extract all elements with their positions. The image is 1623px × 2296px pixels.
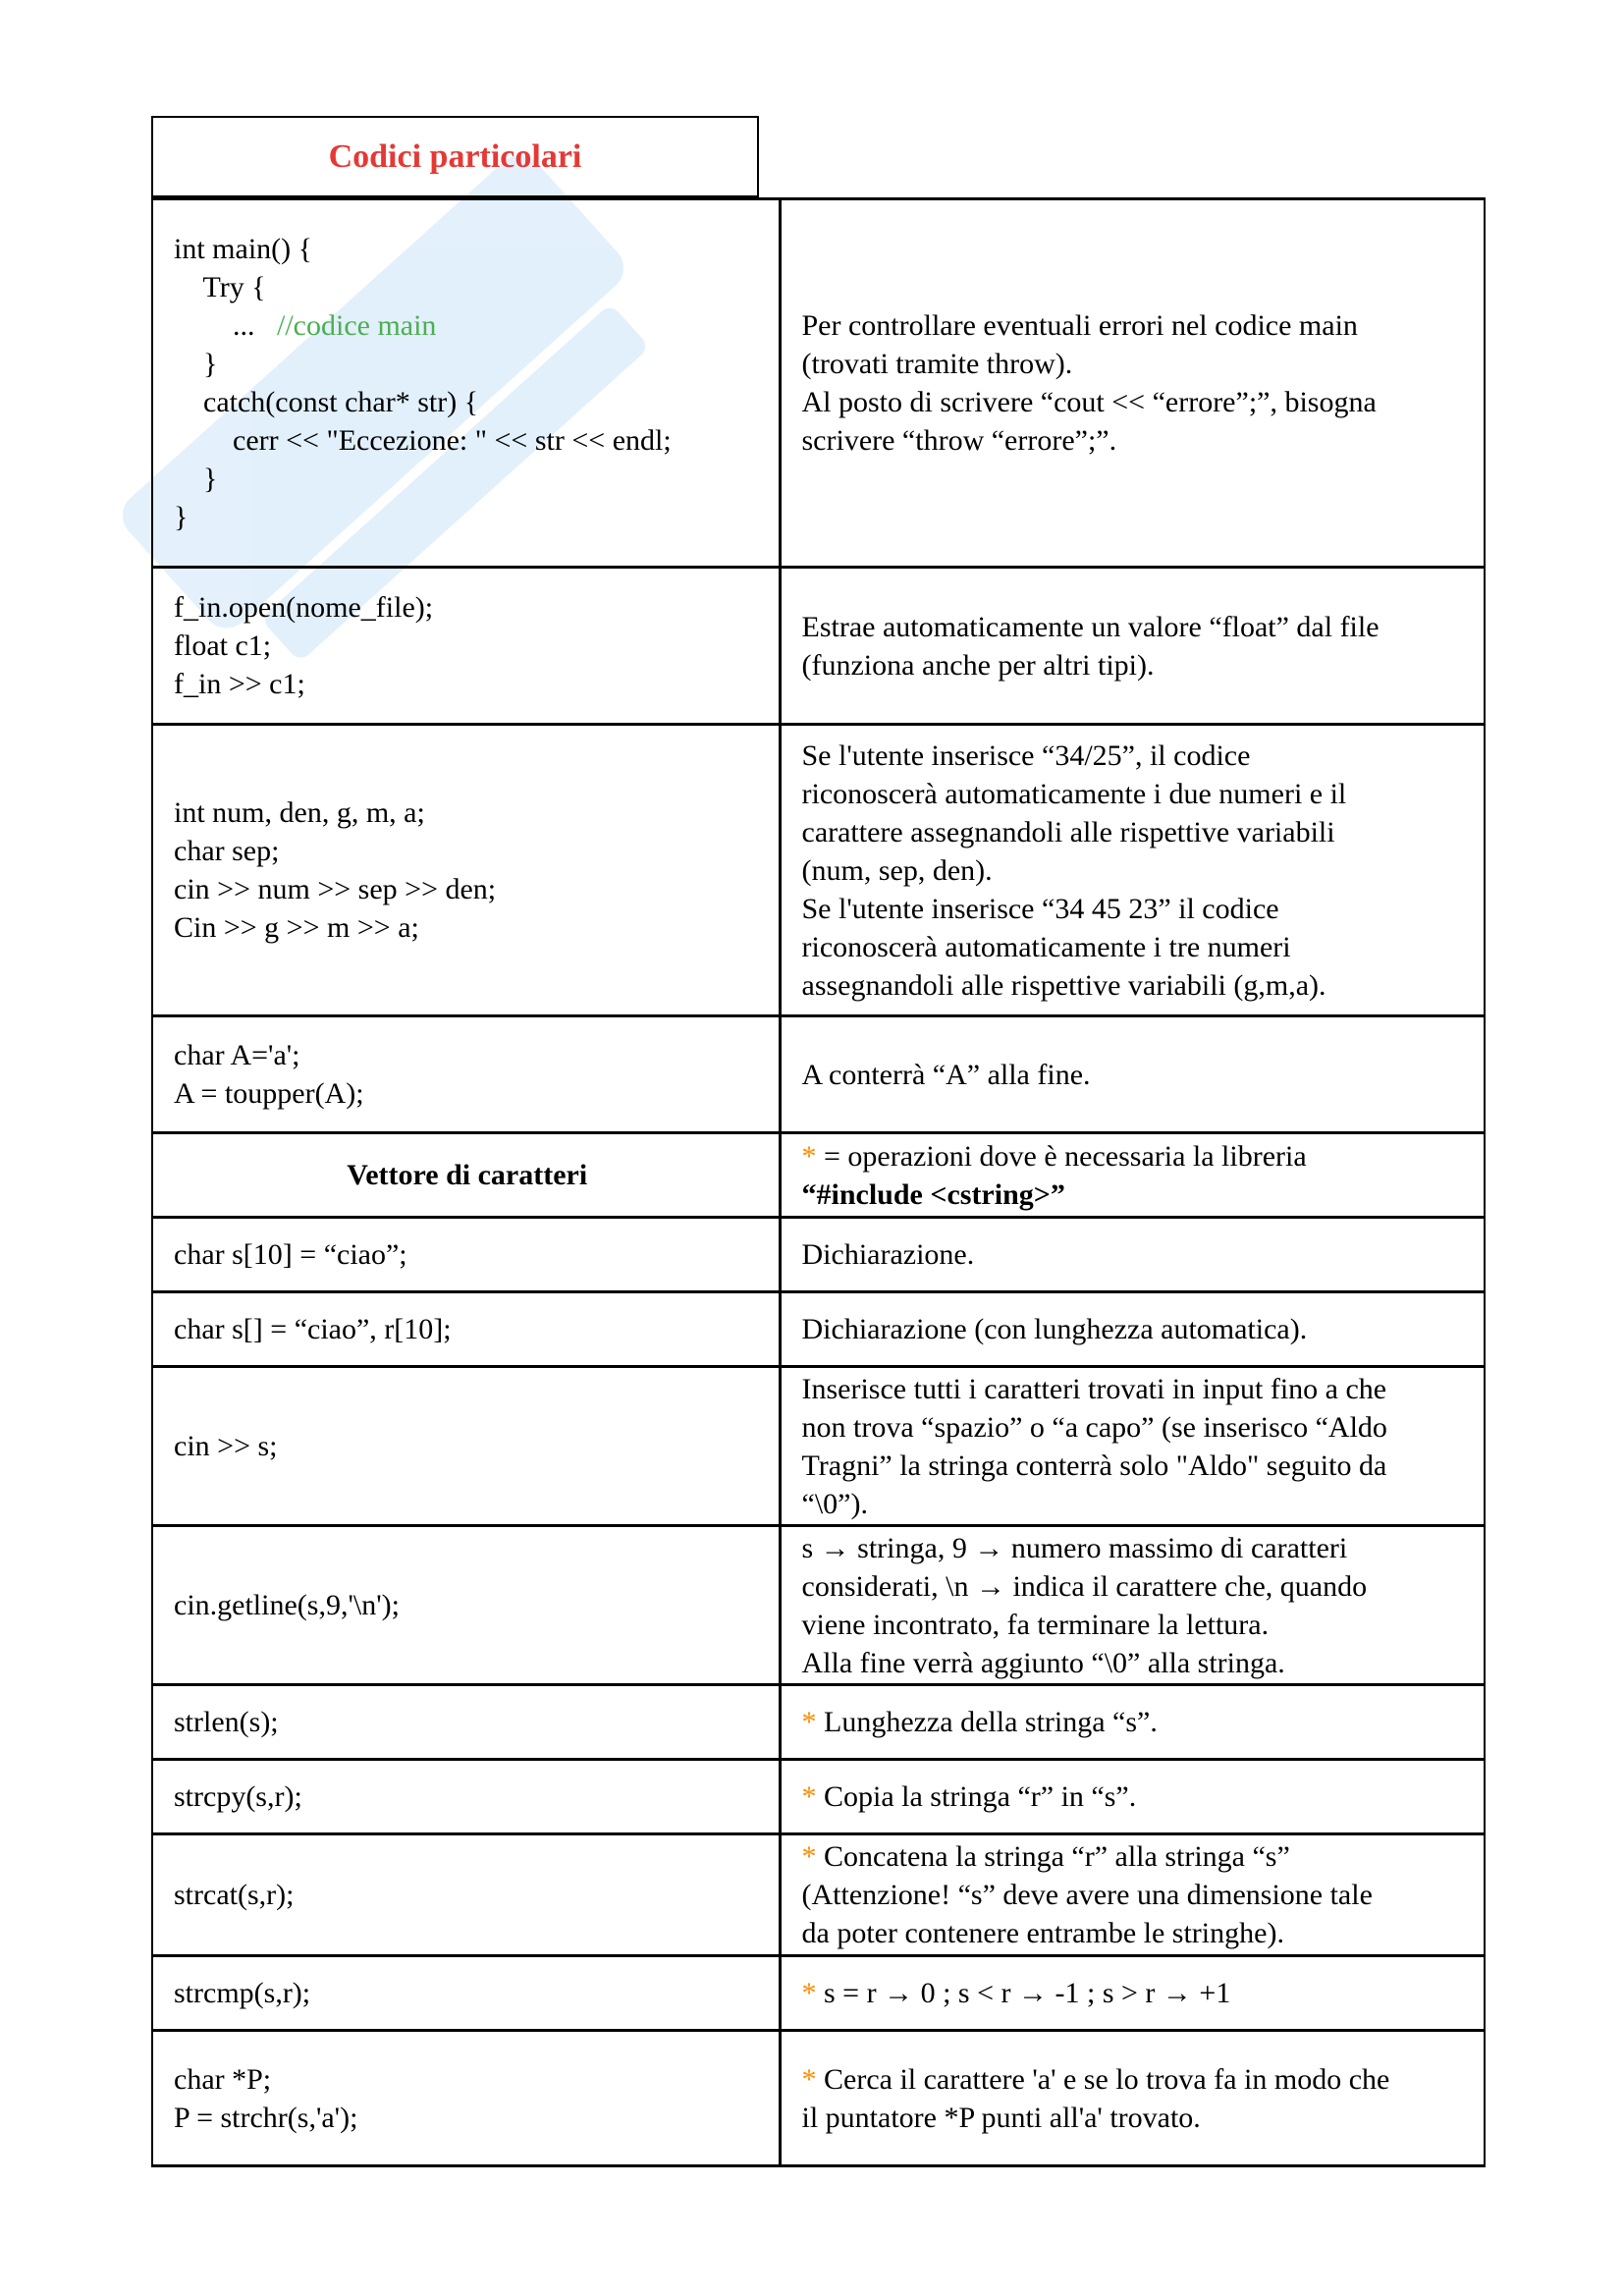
table-row [152,1956,1485,2031]
description-line: Se l'utente inserisce “34/25”, il codice [801,738,1251,772]
code-line: } [174,348,218,380]
code-line: char A='a'; [174,1039,300,1071]
description-line: il puntatore *P punti all'a' trovato. [801,2101,1201,2134]
description-line: carattere assegnandoli alle rispettive variabili [801,815,1335,848]
code-line: char s[10] = “ciao”; [174,1238,407,1271]
description-text: s = r → 0 ; s < r → -1 ; s > r → +1 [816,1977,1231,2009]
table-row [152,199,1485,568]
code-line: cin.getline(s,9,'\n'); [174,1589,400,1621]
description-line: scrivere “throw “errore”;”. [801,424,1117,457]
description-cell [780,568,1485,725]
description-line [802,1703,1467,1741]
description-line: Al posto di scrivere “cout << “errore”;”, bisogna [801,386,1377,418]
code-cell [152,199,780,568]
star-marker: * [801,1706,817,1738]
code-cell [152,1956,780,2031]
code-comment: //codice main [277,309,437,342]
description-line [802,1974,1467,2012]
description-cell [780,1956,1485,2031]
code-line: Try { [174,271,266,303]
table-row [152,1760,1485,1834]
description-line: (funziona anche per altri tipi). [801,648,1155,682]
section-title: Vettore di caratteri [152,1133,780,1218]
code-line: char sep; [174,835,280,867]
description-line: s → stringa, 9 → numero massimo di caratteri [801,1531,1348,1564]
description-line: viene incontrato, fa terminare la lettura. [801,1608,1270,1641]
description-line: Tragni” la stringa conterrà solo "Aldo" seguito da [801,1449,1387,1482]
code-line: char *P; [174,2062,272,2096]
description-cell [780,1016,1485,1133]
description-text: Lunghezza della stringa “s”. [816,1706,1158,1738]
code-line: cerr << "Eccezione: " << str << endl; [174,424,672,457]
code-line: strcat(s,r); [174,1879,295,1911]
description-cell [780,2031,1485,2166]
section-note [802,1137,1467,1175]
code-line: strcmp(s,r); [174,1977,311,2009]
code-cell [152,725,780,1016]
code-line: A = toupper(A); [174,1077,364,1110]
description-line: riconoscerà automaticamente i due numeri e il [801,777,1347,810]
code-line: float c1; [174,629,272,662]
description-cell [780,725,1485,1016]
table-row [152,1292,1485,1367]
description-text: Concatena la stringa “r” alla stringa “s” [816,1840,1290,1873]
table-row [152,2031,1485,2166]
description-line: Dichiarazione (con lunghezza automatica). [801,1313,1308,1345]
description-cell [780,1526,1485,1685]
description-cell [780,1292,1485,1367]
code-cell [152,1292,780,1367]
star-marker: * [801,1780,817,1813]
notes-table [151,197,1486,2167]
table-row [152,725,1485,1016]
code-ellipsis: ... [174,309,277,342]
code-cell [152,1760,780,1834]
star-marker: * [801,2062,817,2096]
description-line: non trova “spazio” o “a capo” (se inserisco “Aldo [801,1410,1387,1444]
code-line: strcpy(s,r); [174,1780,302,1813]
table-row [152,568,1485,725]
table-row [152,1218,1485,1292]
table-row [152,1526,1485,1685]
description-line: considerati, \n → indica il carattere che, quando [801,1569,1368,1603]
table-row [152,1685,1485,1760]
page-title: Codici particolari [151,116,759,197]
description-line: (trovati tramite throw). [801,348,1073,380]
code-cell [152,1367,780,1526]
description-line [802,2060,1467,2099]
code-line [174,306,761,345]
code-line: char s[] = “ciao”, r[10]; [174,1313,452,1345]
table-row [152,1367,1485,1526]
description-text: Copia la stringa “r” in “s”. [816,1780,1137,1813]
description-line: da poter contenere entrambe le stringhe). [801,1917,1284,1949]
description-text: Cerca il carattere 'a' e se lo trova fa in modo che [816,2062,1390,2096]
description-cell [780,1367,1485,1526]
section-note-text: = operazioni dove è necessaria la libreria [816,1139,1307,1173]
description-line [802,1837,1467,1876]
description-cell [780,199,1485,568]
description-line: A conterrà “A” alla fine. [801,1058,1091,1091]
code-cell [152,1685,780,1760]
description-line: (num, sep, den). [801,853,993,887]
description-line: Dichiarazione. [801,1238,975,1271]
code-line: int num, den, g, m, a; [174,796,425,829]
code-cell [152,568,780,725]
code-line: cin >> num >> sep >> den; [174,873,497,905]
description-line: Inserisce tutti i caratteri trovati in input fino a che [801,1372,1387,1405]
description-cell [780,1760,1485,1834]
code-cell [152,1834,780,1956]
star-marker: * [801,1977,817,2009]
description-line: Per controllare eventuali errori nel codice main [801,309,1358,342]
table-row [152,1834,1485,1956]
description-line: (Attenzione! “s” deve avere una dimensione tale [801,1879,1373,1911]
description-line: assegnandoli alle rispettive variabili (g,m,a). [801,968,1326,1002]
library-name: “#include <cstring>” [801,1177,1065,1211]
star-marker: * [801,1840,817,1873]
code-line: f_in >> c1; [174,668,305,700]
description-cell [780,1218,1485,1292]
description-line: Estrae automaticamente un valore “float” dal file [801,610,1380,643]
description-line [802,1777,1467,1816]
section-header-row [152,1133,1485,1218]
code-line: strlen(s); [174,1706,279,1738]
code-line: } [174,463,218,495]
code-line: catch(const char* str) { [174,386,479,418]
description-line: “\0”). [801,1487,868,1520]
section-note-cell [780,1133,1485,1218]
code-cell [152,1016,780,1133]
code-line: int main() { [174,233,313,265]
table-row [152,1016,1485,1133]
code-line: Cin >> g >> m >> a; [174,911,419,944]
code-cell [152,1526,780,1685]
star-marker: * [801,1139,817,1173]
description-line: Se l'utente inserisce “34 45 23” il codice [801,892,1279,925]
description-cell [780,1685,1485,1760]
description-line: Alla fine verrà aggiunto “\0” alla stringa. [801,1646,1285,1679]
code-line: f_in.open(nome_file); [174,591,434,624]
code-cell [152,1218,780,1292]
description-cell [780,1834,1485,1956]
code-line: } [174,501,189,533]
code-cell [152,2031,780,2166]
code-line: P = strchr(s,'a'); [174,2101,358,2134]
code-line: cin >> s; [174,1430,278,1462]
description-line: riconoscerà automaticamente i tre numeri [801,930,1291,963]
